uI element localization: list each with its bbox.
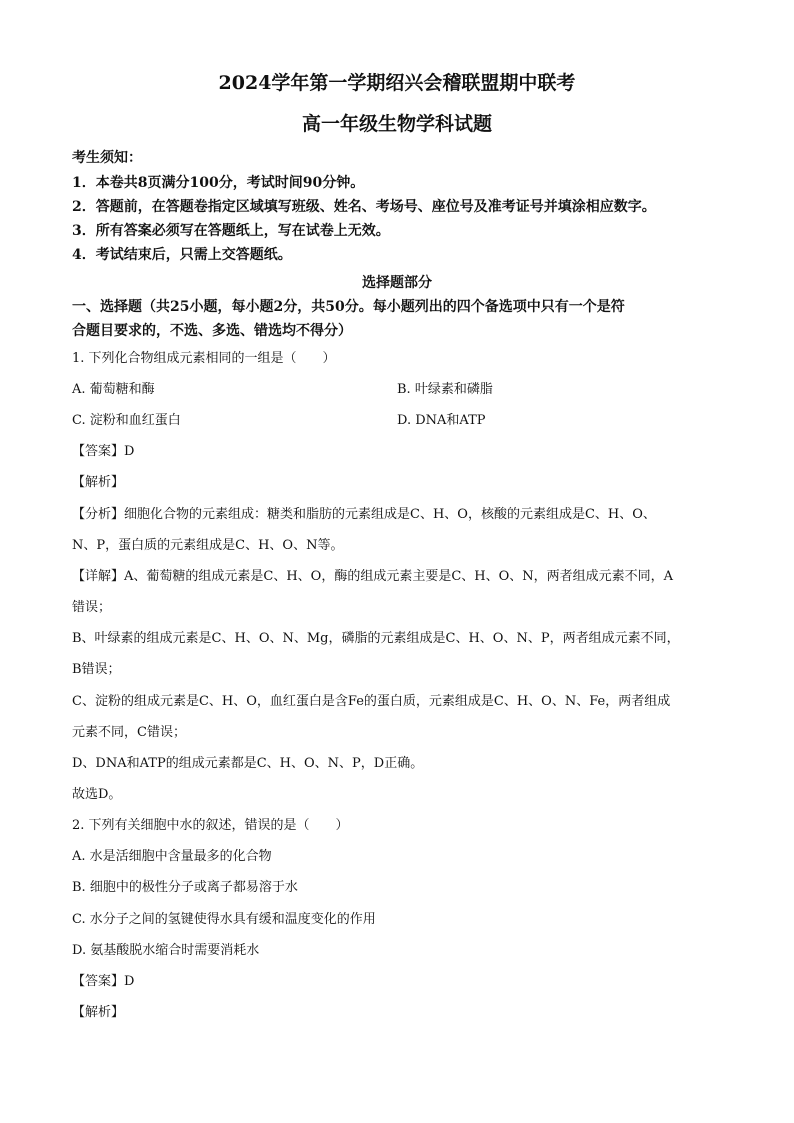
q1-option-d: D. DNA和ATP	[397, 413, 486, 428]
q2-analysis-label: 【解析】	[72, 1005, 125, 1020]
q1-detail-line: B错误；	[72, 662, 121, 677]
q1-answer: 【答案】D	[72, 444, 135, 459]
q1-option-b: B. 叶绿素和磷脂	[397, 382, 493, 397]
q1-analysis-line: 【分析】细胞化合物的元素组成：糖类和脂肪的元素组成是C、H、O，核酸的元素组成是C、H、O、	[72, 507, 656, 522]
notice-item: 2．答题前，在答题卷指定区域填写班级、姓名、考场号、座位号及准考证号并填涂相应数字。	[72, 199, 656, 215]
q1-conclusion: 故选D。	[72, 787, 122, 802]
q1-detail-line: 元素不同，C错误；	[72, 725, 186, 740]
q2-option-d: D. 氨基酸脱水缩合时需要消耗水	[72, 943, 260, 958]
notice-heading: 考生须知：	[72, 150, 142, 166]
notice-item: 3．所有答案必须写在答题纸上，写在试卷上无效。	[72, 223, 390, 239]
exam-title: 2024学年第一学期绍兴会稽联盟期中联考	[218, 72, 576, 94]
q1-stem: 1. 下列化合物组成元素相同的一组是（ ）	[72, 351, 336, 366]
exam-subtitle: 高一年级生物学科试题	[301, 113, 492, 135]
part-heading-line1: 一、选择题（共25小题，每小题2分，共50分。每小题列出的四个备选项中只有一个是符	[72, 299, 625, 315]
q1-detail-line: B、叶绿素的组成元素是C、H、O、N、Mg，磷脂的元素组成是C、H、O、N、P，两者组成元素不同，	[72, 631, 680, 646]
q1-detail-line: C、淀粉的组成元素是C、H、O，血红蛋白是含Fe的蛋白质，元素组成是C、H、O、N、Fe，两者组成	[72, 694, 671, 709]
q2-stem: 2. 下列有关细胞中水的叙述，错误的是（ ）	[72, 818, 349, 833]
q2-answer: 【答案】D	[72, 974, 135, 989]
q2-option-a: A. 水是活细胞中含量最多的化合物	[72, 849, 272, 864]
section-title: 选择题部分	[362, 275, 432, 291]
q2-option-b: B. 细胞中的极性分子或离子都易溶于水	[72, 880, 298, 895]
q1-option-c: C. 淀粉和血红蛋白	[72, 413, 181, 428]
q1-detail-line: 错误；	[72, 600, 112, 615]
notice-item: 1．本卷共8页满分100分，考试时间90分钟。	[72, 175, 365, 191]
q1-detail-line: 【详解】A、葡萄糖的组成元素是C、H、O，酶的组成元素主要是C、H、O、N，两者组成元素不同，A	[72, 569, 674, 584]
q1-analysis-line: N、P，蛋白质的元素组成是C、H、O、N等。	[72, 538, 344, 553]
q1-analysis-label: 【解析】	[72, 475, 125, 490]
part-heading-line2: 合题目要求的，不选、多选、错选均不得分）	[72, 323, 352, 339]
q2-option-c: C. 水分子之间的氢键使得水具有缓和温度变化的作用	[72, 912, 376, 927]
q1-option-a: A. 葡萄糖和酶	[72, 382, 155, 397]
q1-detail-line: D、DNA和ATP的组成元素都是C、H、O、N、P，D正确。	[72, 756, 424, 771]
notice-item: 4．考试结束后，只需上交答题纸。	[72, 247, 292, 263]
